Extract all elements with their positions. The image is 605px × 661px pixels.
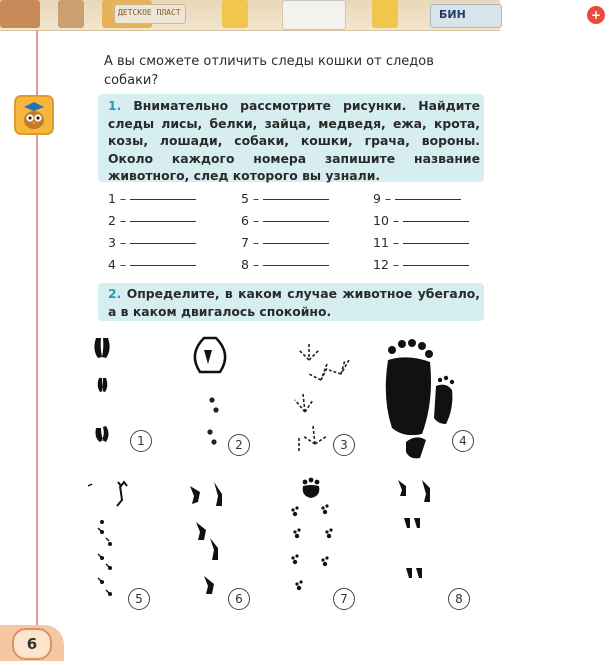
answer-line[interactable] — [108, 213, 196, 228]
track-panel-8 — [380, 472, 480, 612]
answer-line[interactable] — [108, 257, 196, 272]
answer-line[interactable] — [241, 235, 329, 250]
page-number: 6 — [12, 628, 52, 660]
blank-line — [130, 199, 196, 200]
blank-line — [130, 265, 196, 266]
track-panel-3 — [279, 330, 379, 470]
blank-line — [403, 265, 469, 266]
blank-line — [263, 199, 329, 200]
answer-label: 10 – — [373, 213, 400, 228]
boot-illustration — [58, 0, 84, 28]
answer-line[interactable] — [373, 235, 469, 250]
answer-line[interactable] — [373, 213, 469, 228]
blank-line — [263, 265, 329, 266]
track-panel-6 — [184, 472, 284, 612]
answer-label: 1 – — [108, 191, 127, 206]
task-2-instructions: Определите, в каком случае животное убегало, а в каком двигалось спокойно. — [108, 286, 480, 319]
track-number-badge: 2 — [228, 434, 250, 456]
task-2-number: 2. — [108, 286, 122, 301]
track-number-badge: 3 — [333, 434, 355, 456]
answer-label: 6 – — [241, 213, 260, 228]
task-1-instructions: Внимательно рассмотрите рисунки. Найдите следы лисы, белки, зайца, медведя, ежа, крота, козы, лошади, собаки, кошки, грача, вороны. Около каждого номера запишите название животного, след которого вы узнали. — [108, 98, 480, 183]
tracks-grid — [84, 330, 484, 620]
track-panel-1 — [84, 330, 184, 470]
answer-line[interactable] — [108, 235, 196, 250]
track-panel-2 — [184, 330, 284, 470]
road-sign-illustration-2 — [372, 0, 398, 28]
task-1-text — [108, 97, 480, 185]
answer-label: 12 – — [373, 257, 400, 272]
blank-line — [130, 221, 196, 222]
answer-label: 2 – — [108, 213, 127, 228]
task-2-text — [108, 285, 480, 320]
bird-tracks-image — [279, 330, 379, 470]
header-illustration-strip — [0, 0, 602, 31]
stamp-illustration — [114, 4, 186, 24]
answer-label: 7 – — [241, 235, 260, 250]
blank-line — [403, 221, 469, 222]
answer-line[interactable] — [108, 191, 196, 206]
blank-line — [395, 199, 461, 200]
answer-line[interactable] — [241, 191, 329, 206]
track-number-badge: 4 — [452, 430, 474, 452]
track-number-badge: 7 — [333, 588, 355, 610]
track-number-badge: 1 — [130, 430, 152, 452]
owl-scholar-icon — [14, 95, 54, 135]
answer-line[interactable] — [373, 257, 469, 272]
road-sign-illustration — [222, 0, 248, 28]
answer-label: 5 – — [241, 191, 260, 206]
answer-line[interactable] — [241, 213, 329, 228]
answer-line[interactable] — [373, 191, 461, 206]
track-panel-7 — [279, 472, 379, 612]
blank-line — [403, 243, 469, 244]
answer-label: 11 – — [373, 235, 400, 250]
intro-question: А вы сможете отличить следы кошки от следов собаки? — [104, 54, 434, 88]
track-number-badge: 5 — [128, 588, 150, 610]
answer-label: 9 – — [373, 191, 392, 206]
label-text: БИН — [439, 8, 466, 21]
track-panel-4 — [380, 330, 480, 470]
label-illustration — [430, 4, 502, 28]
answer-label: 4 – — [108, 257, 127, 272]
track-number-badge: 8 — [448, 588, 470, 610]
stamp-text: ДЕТСКОЕ ПЛАСТ — [118, 8, 181, 17]
paw-tracks-image — [279, 472, 379, 612]
answer-label: 3 – — [108, 235, 127, 250]
task-1-number: 1. — [108, 98, 122, 113]
answer-line[interactable] — [241, 257, 329, 272]
answer-label: 8 – — [241, 257, 260, 272]
blank-line — [130, 243, 196, 244]
track-number-badge: 6 — [228, 588, 250, 610]
phone-illustration — [0, 0, 40, 28]
track-panel-5 — [84, 472, 184, 612]
blank-line — [263, 221, 329, 222]
red-cross-icon: + — [587, 6, 605, 24]
blank-line — [263, 243, 329, 244]
